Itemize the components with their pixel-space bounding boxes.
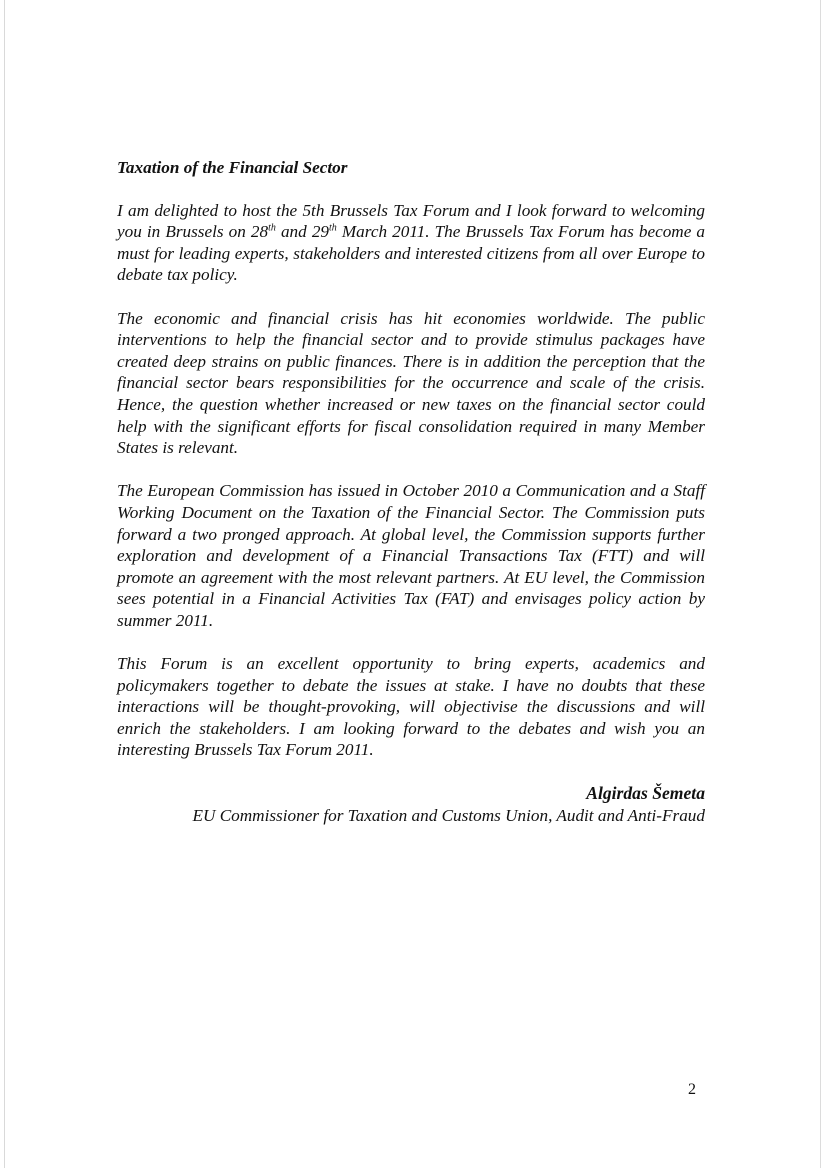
paragraph-welcome-text-end: March 2011. The Brussels Tax Forum has become a must for leading experts, stakeholders and interested citizens from all over Europe to debate tax policy. [117, 222, 706, 285]
page-right-edge [820, 0, 821, 1168]
signatory-name: Algirdas Šemeta [586, 782, 705, 803]
paragraph-welcome-text-middle: and 29 [275, 222, 330, 242]
page-left-edge [4, 0, 5, 1168]
paragraph-commission: The European Commission has issued in October 2010 a Communication and a Staff Working Document on the Taxation of the Financial Sector. The Commission puts forward a two pronged approach. At global level, the Commission supports further exploration and development of a Financial Transactions Tax (FTT) and will promote an agreement with the most relevant partners. At EU level, the Commission sees potential in a Financial Activities Tax (FAT) and envisages policy action by summer 2011. [117, 481, 705, 630]
letter-body [117, 157, 705, 827]
paragraph-welcome [117, 200, 705, 286]
signatory-title: EU Commissioner for Taxation and Customs Union, Audit and Anti-Fraud [192, 806, 705, 826]
paragraph-forum: This Forum is an excellent opportunity to bring experts, academics and policymakers together to debate the issues at stake. I have no doubts that these interactions will be thought-provoking, will objectivise the discussions and will enrich the stakeholders. I am looking forward to the debates and wish you an interesting Brussels Tax Forum 2011. [117, 654, 705, 760]
page-number: 2 [688, 1081, 696, 1098]
signature-block [117, 783, 705, 827]
paragraph-crisis: The economic and financial crisis has hit economies worldwide. The public interventions to help the financial sector and to provide stimulus packages have created deep strains on public finances. There is in addition the perception that the financial sector bears responsibilities for the occurrence and scale of the crisis. Hence, the question whether increased or new taxes on the financial sector could help with the significant efforts for fiscal consolidation required in many Member States is relevant. [117, 308, 705, 458]
ordinal-suffix-1: th [268, 222, 276, 234]
letter-heading: Taxation of the Financial Sector [117, 158, 348, 177]
ordinal-suffix-2: th [329, 222, 337, 234]
paragraph-welcome-text-start: I am delighted to host the 5th Brussels Tax Forum and I look forward to welcoming you in Brussels on 28 [117, 200, 705, 242]
